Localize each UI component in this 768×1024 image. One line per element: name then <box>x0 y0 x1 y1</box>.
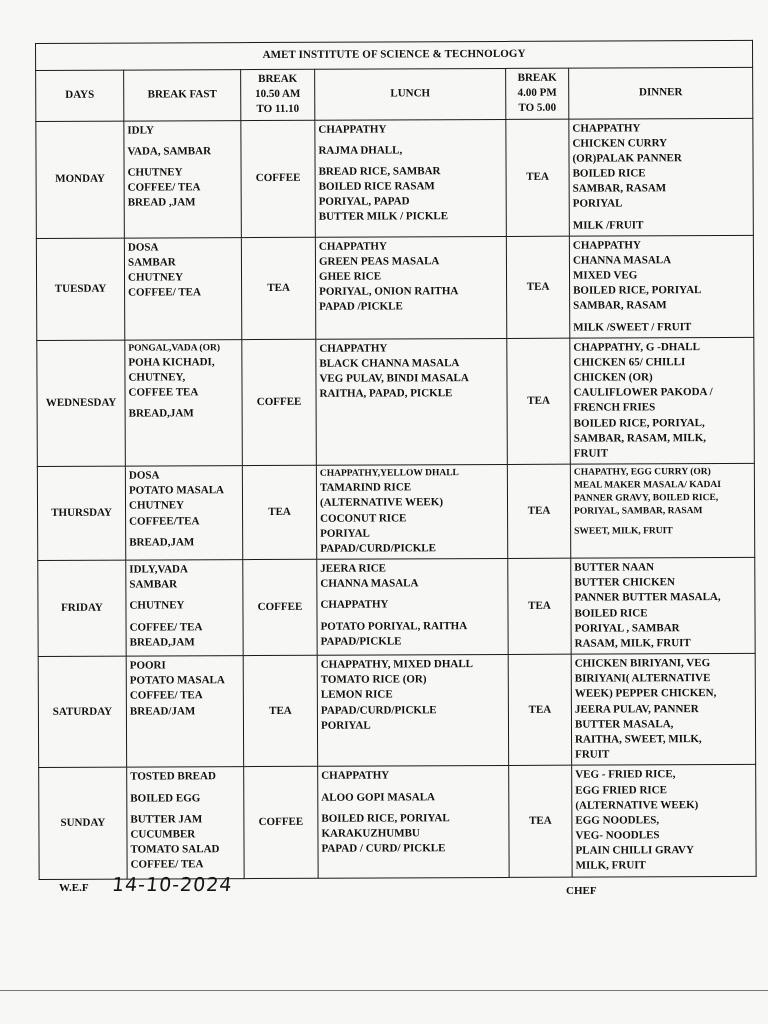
menu-item: CHAPPATHY <box>572 239 641 252</box>
morning-break-drink: TEA <box>242 465 316 559</box>
menu-item: CHICKEN 65/ CHILLI <box>573 356 686 369</box>
evening-break-drink: TEA <box>509 765 572 876</box>
menu-item: BUTTER JAM <box>130 812 203 826</box>
menu-item: MIXED VEG <box>572 269 638 282</box>
menu-item: TAMARIND RICE <box>319 481 412 494</box>
breakfast-cell <box>124 237 241 340</box>
dinner-cell <box>571 653 756 765</box>
menu-item: BUTTER CHICKEN <box>574 576 675 589</box>
menu-item: BOILED RICE RASAM <box>318 180 435 193</box>
menu-item: COCONUT RICE <box>320 511 407 525</box>
chef-signature-label: CHEF <box>566 885 597 897</box>
header-break-evening-line: 4.00 PM <box>517 86 557 100</box>
day-row <box>37 337 755 467</box>
menu-item: EGG FRIED RICE <box>575 783 667 797</box>
menu-item: BOILED RICE <box>574 606 648 620</box>
evening-break-drink: TEA <box>508 654 571 765</box>
menu-item: CHICKEN BIRIYANI, VEG <box>574 657 711 670</box>
menu-item: MEAL MAKER MASALA/ KADAI <box>573 480 721 491</box>
menu-item: WEEK) PEPPER CHICKEN, <box>574 687 717 701</box>
menu-item: CHUTNEY, <box>128 371 186 384</box>
header-row <box>36 67 753 121</box>
menu-item: BUTTER NAAN <box>574 561 655 574</box>
menu-item: PANNER BUTTER MASALA, <box>574 591 721 605</box>
morning-break-drink: TEA <box>243 655 317 767</box>
evening-break-drink: TEA <box>507 338 571 465</box>
menu-item: RAITHA, SWEET, MILK, <box>575 733 702 746</box>
menu-item: CHAPPATHY <box>321 769 390 783</box>
menu-item: (ALTERNATIVE WEEK) <box>319 496 444 510</box>
menu-body <box>36 118 756 879</box>
header-break-morning <box>241 69 315 120</box>
header-days: DAYS <box>36 70 124 121</box>
menu-item: BREAD/JAM <box>129 704 196 718</box>
menu-item: BOILED RICE, PORIYAL <box>573 284 702 297</box>
menu-item: COFFEE/ TEA <box>129 620 203 634</box>
header-break-morning-line: 10.50 AM <box>255 88 301 101</box>
menu-item: CHAPPATHY <box>318 122 387 136</box>
menu-item: CHAPPATHY <box>318 240 387 253</box>
menu-item: BREAD ,JAM <box>127 196 196 209</box>
menu-item: COFFEE/ TEA <box>127 181 201 194</box>
header-break-evening-line: TO 5.00 <box>518 102 557 115</box>
menu-item: IDLY,VADA <box>129 563 188 576</box>
day-name: TUESDAY <box>36 238 124 340</box>
footer <box>0 868 768 908</box>
header-lunch: LUNCH <box>315 68 506 119</box>
menu-item: DOSA <box>128 469 160 482</box>
menu-item: CUCUMBER <box>130 828 196 841</box>
dinner-cell <box>572 765 757 877</box>
evening-break-drink: TEA <box>506 119 570 236</box>
day-row <box>39 765 757 879</box>
menu-item: CHAPPATHY,YELLOW DHALL <box>319 468 459 479</box>
menu-item: COFFEE/ TEA <box>129 689 203 703</box>
menu-item: SAMBAR <box>129 578 178 591</box>
evening-break-drink: TEA <box>507 464 570 558</box>
lunch-cell <box>318 766 509 878</box>
menu-item: TOMATO SALAD <box>130 843 220 856</box>
menu-item: PORIYAL, ONION RAITHA <box>319 285 459 298</box>
menu-item: CHAPPATHY <box>320 598 389 612</box>
menu-item: PORIYAL, SAMBAR, RASAM <box>574 506 703 518</box>
menu-item: SAMBAR, RASAM <box>573 299 667 313</box>
breakfast-cell <box>126 560 243 657</box>
menu-item: BIRIYANI( ALTERNATIVE <box>574 672 711 685</box>
menu-item: CHUTNEY <box>127 271 184 284</box>
morning-break-drink: COFFEE <box>242 339 317 466</box>
menu-item: TOMATO RICE (OR) <box>320 673 427 687</box>
day-row <box>38 653 756 767</box>
menu-item: VEG - FRIED RICE, <box>575 768 676 781</box>
menu-table <box>35 40 757 880</box>
menu-item: PORIYAL <box>320 527 370 540</box>
morning-break-drink: COFFEE <box>244 767 318 879</box>
menu-item: BREAD RICE, SAMBAR <box>318 165 441 178</box>
breakfast-cell <box>125 339 243 466</box>
menu-item: PAPAD / CURD/ PICKLE <box>321 842 446 855</box>
menu-item: CAULIFLOWER PAKODA / <box>573 386 713 399</box>
day-name: WEDNESDAY <box>37 340 126 467</box>
menu-item: COFFEE TEA <box>128 386 199 399</box>
lunch-cell <box>316 338 508 465</box>
menu-item: PONGAL,VADA (OR) <box>128 342 221 354</box>
menu-item: CHICKEN CURRY <box>572 136 668 150</box>
lunch-cell <box>315 236 506 339</box>
menu-item: BREAD,JAM <box>129 636 195 649</box>
header-breakfast: BREAK FAST <box>124 70 241 121</box>
evening-break-drink: TEA <box>506 236 569 338</box>
menu-item: CHAPPATHY <box>319 342 388 355</box>
menu-item: SAMBAR <box>127 256 176 269</box>
menu-item: PLAIN CHILLI GRAVY <box>575 844 694 857</box>
menu-item: BUTTER MASALA, <box>574 718 674 731</box>
day-name: THURSDAY <box>37 466 125 560</box>
menu-item: POTATO PORIYAL, RAITHA <box>320 619 468 633</box>
menu-item: RASAM, MILK, FRUIT <box>574 637 691 650</box>
menu-item: BOILED RICE, PORIYAL <box>321 811 450 825</box>
wef-handwritten-date: 14-10-2024 <box>110 874 234 896</box>
breakfast-cell <box>126 656 243 768</box>
breakfast-cell <box>127 767 244 879</box>
menu-item: CHAPATHY, EGG CURRY (OR) <box>573 467 711 478</box>
menu-item: BOILED RICE, PORIYAL, <box>573 416 705 430</box>
dinner-cell <box>570 463 754 558</box>
menu-item: CHUTNEY <box>128 499 185 513</box>
header-dinner: DINNER <box>569 67 753 118</box>
menu-item: PAPAD/CURD/PICKLE <box>320 703 437 717</box>
menu-item: PORIYAL , SAMBAR <box>574 621 680 635</box>
menu-item: CHAPPATHY, G -DHALL <box>573 340 700 354</box>
menu-item: BREAD,JAM <box>129 536 195 549</box>
menu-item: CHAPPATHY <box>572 121 641 135</box>
menu-item: TOSTED BREAD <box>130 770 216 783</box>
day-name: SATURDAY <box>38 656 126 768</box>
morning-break-drink: COFFEE <box>241 120 316 238</box>
menu-item: PAPAD /PICKLE <box>319 300 403 314</box>
menu-item: RAITHA, PAPAD, PICKLE <box>319 387 453 401</box>
lunch-cell <box>315 119 507 237</box>
menu-item: ALOO GOPI MASALA <box>321 790 436 804</box>
menu-item: FRUIT <box>573 447 609 460</box>
menu-item: CHICKEN (OR) <box>573 371 653 384</box>
dinner-cell <box>569 118 754 236</box>
menu-item: COFFEE/ TEA <box>128 286 201 299</box>
menu-item: PORIYAL <box>572 197 623 211</box>
menu-item: FRENCH FRIES <box>573 401 656 415</box>
day-name: SUNDAY <box>39 767 127 879</box>
menu-item: PANNER GRAVY, BOILED RICE, <box>573 493 719 504</box>
menu-item: RAJMA DHALL, <box>318 144 403 157</box>
menu-item: SAMBAR, RASAM <box>572 182 667 195</box>
menu-item: (ALTERNATIVE WEEK) <box>575 798 699 812</box>
menu-item: BOILED EGG <box>130 791 201 805</box>
morning-break-drink: TEA <box>241 237 315 339</box>
menu-item: POTATO MASALA <box>129 674 225 687</box>
menu-item: PAPAD/CURD/PICKLE <box>320 542 436 555</box>
dinner-cell <box>571 557 755 654</box>
menu-item: GREEN PEAS MASALA <box>318 255 440 268</box>
menu-item: VADA, SAMBAR <box>127 144 212 158</box>
menu-item: PAPAD/PICKLE <box>320 635 402 648</box>
menu-item: IDLY <box>127 123 154 137</box>
day-name: MONDAY <box>36 121 125 239</box>
day-row <box>37 463 754 560</box>
menu-item: VEG PULAV, BINDI MASALA <box>319 372 469 385</box>
day-row <box>36 118 754 238</box>
menu-item: BLACK CHANNA MASALA <box>319 357 460 370</box>
menu-item: FRUIT <box>575 748 610 761</box>
breakfast-cell <box>125 466 242 560</box>
menu-item: POHA KICHADI, <box>128 356 215 369</box>
morning-break-drink: COFFEE <box>243 559 317 655</box>
page-divider <box>0 990 768 991</box>
day-row <box>38 557 755 656</box>
header-break-evening <box>506 68 569 119</box>
menu-item: BREAD,JAM <box>128 407 194 420</box>
breakfast-cell <box>124 120 242 238</box>
menu-item: PORIYAL, PAPAD <box>318 195 410 208</box>
menu-item: SAMBAR, RASAM, MILK, <box>573 431 707 445</box>
menu-item: SWEET, MILK, FRUIT <box>574 525 673 537</box>
menu-item: LEMON RICE <box>320 688 393 702</box>
menu-item: BUTTER MILK / PICKLE <box>318 210 449 224</box>
menu-item: CHUTNEY <box>129 599 185 613</box>
lunch-cell <box>317 559 508 656</box>
menu-item: (OR)PALAK PANNER <box>572 152 682 165</box>
menu-item: KARAKUZHUMBU <box>321 827 420 840</box>
dinner-cell <box>570 337 755 464</box>
menu-item: GHEE RICE <box>318 270 382 283</box>
lunch-cell <box>316 465 507 560</box>
menu-item: MILK /FRUIT <box>572 218 644 232</box>
institute-title: AMET INSTITUTE OF SCIENCE & TECHNOLOGY <box>36 40 753 70</box>
menu-item: EGG NOODLES, <box>575 814 660 827</box>
menu-item: BOILED RICE <box>572 167 646 180</box>
menu-item: CHANNA MASALA <box>320 577 419 591</box>
header-break-morning-line: BREAK <box>258 72 298 86</box>
menu-item: DOSA <box>127 241 159 254</box>
menu-item: POTATO MASALA <box>128 484 225 497</box>
menu-item: CHANNA MASALA <box>572 254 672 267</box>
menu-item: JEERA RICE <box>320 562 387 575</box>
menu-item: MILK /SWEET / FRUIT <box>573 320 692 334</box>
menu-item: COFFEE/TEA <box>129 514 200 528</box>
dinner-cell <box>569 235 754 338</box>
day-name: FRIDAY <box>38 560 126 656</box>
menu-item: PORIYAL <box>320 719 371 732</box>
menu-item: JEERA PULAV, PANNER <box>574 702 699 716</box>
header-break-evening-line: BREAK <box>517 71 557 84</box>
header-break-morning-line: TO 11.10 <box>256 103 300 116</box>
menu-item: POORI <box>129 659 166 672</box>
menu-item: VEG- NOODLES <box>575 829 660 842</box>
wef-label: W.E.F <box>59 882 89 894</box>
menu-sheet <box>35 40 756 873</box>
menu-item: CHUTNEY <box>127 166 183 179</box>
lunch-cell <box>317 655 508 767</box>
menu-item: MILK, FRUIT <box>575 859 646 873</box>
day-row <box>36 235 754 340</box>
menu-item: CHAPPATHY, MIXED DHALL <box>320 658 474 671</box>
evening-break-drink: TEA <box>508 558 571 654</box>
menu-item: COFFEE/ TEA <box>130 858 204 871</box>
